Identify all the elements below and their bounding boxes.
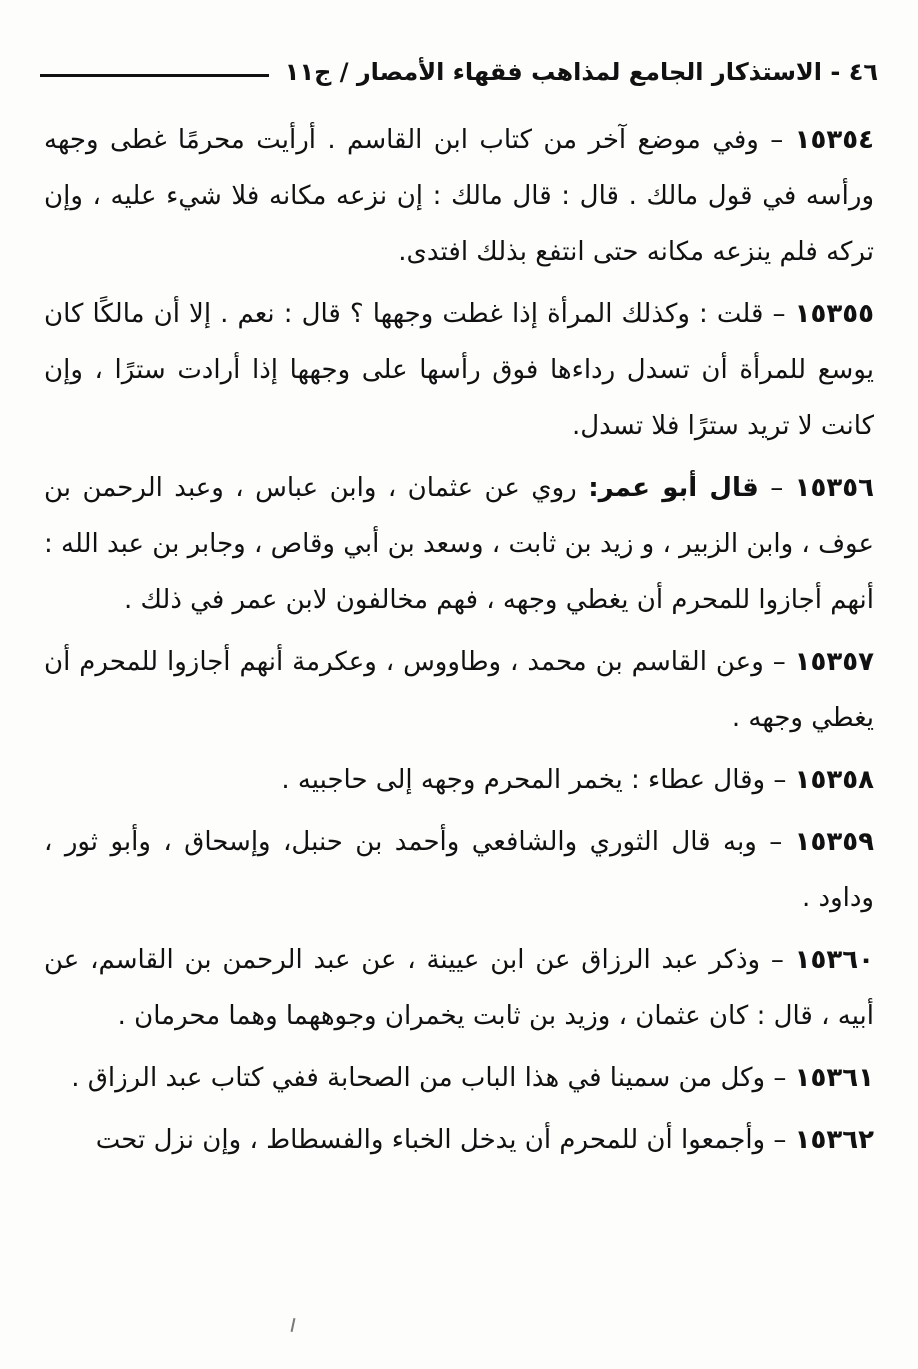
paragraph-number: ١٥٣٦٢: [794, 1125, 874, 1155]
dash: –: [765, 1125, 787, 1155]
page-header: [40, 52, 878, 92]
page-body: [44, 112, 874, 1174]
paragraph-15357: [44, 634, 874, 746]
paragraph-text: وفي موضع آخر من كتاب ابن القاسم . أرأيت محرمًا غطى وجهه ورأسه في قول مالك . قال : قال مالك : إن نزعه مكانه فلا شيء عليه ، وإن تركه فلم ينزعه مكانه حتى انتفع بذلك افتدى.: [44, 125, 874, 267]
dash: –: [765, 765, 787, 795]
paragraph-number: ١٥٣٥٥: [794, 299, 874, 329]
dash: –: [760, 945, 784, 975]
paragraph-number: ١٥٣٥٤: [794, 125, 875, 155]
paragraph-number: ١٥٣٥٨: [794, 765, 874, 795]
running-header: ٤٦ - الاستذكار الجامع لمذاهب فقهاء الأمصار / ج١١: [284, 58, 878, 86]
paragraph-number: ١٥٣٥٦: [794, 473, 875, 503]
paragraph-15362: [44, 1112, 874, 1168]
paragraph-text: روي عن عثمان ، وابن عباس ، وعبد الرحمن بن عوف ، وابن الزبير ، و زيد بن ثابت ، وسعد بن أبي وقاص ، وجابر بن عبد الله : أنهم أجازوا للمحرم أن يغطي وجهه ، فهم مخالفون لابن عمر في ذلك .: [44, 473, 874, 615]
paragraph-text: وأجمعوا أن للمحرم أن يدخل الخباء والفسطاط ، وإن نزل تحت: [95, 1125, 766, 1155]
print-speck: [291, 1318, 296, 1332]
dash: –: [765, 1063, 787, 1093]
paragraph-15355: [44, 286, 874, 454]
dash: –: [763, 647, 786, 677]
paragraph-text: وقال عطاء : يخمر المحرم وجهه إلى حاجبيه .: [281, 765, 766, 795]
paragraph-number: ١٥٣٦٠: [794, 945, 875, 975]
paragraph-15359: [44, 814, 874, 926]
paragraph-text: وذكر عبد الرزاق عن ابن عيينة ، عن عبد الرحمن بن القاسم، عن أبيه ، قال : كان عثمان ، وزيد بن ثابت يخمران وجوههما وهما محرمان .: [44, 945, 874, 1031]
paragraph-text: وكل من سمينا في هذا الباب من الصحابة ففي كتاب عبد الرزاق .: [71, 1063, 766, 1093]
paragraph-number: ١٥٣٥٩: [794, 827, 875, 857]
dash: –: [758, 473, 784, 503]
paragraph-lead: قال أبو عمر:: [588, 473, 759, 503]
paragraph-15358: [44, 752, 874, 808]
dash: –: [756, 827, 783, 857]
header-rule: [40, 74, 269, 77]
paragraph-15354: [44, 112, 874, 280]
paragraph-15360: [44, 932, 874, 1044]
dash: –: [758, 125, 784, 155]
paragraph-number: ١٥٣٦١: [794, 1063, 874, 1093]
paragraph-15361: [44, 1050, 874, 1106]
dash: –: [763, 299, 786, 329]
paragraph-number: ١٥٣٥٧: [794, 647, 875, 677]
paragraph-text: وبه قال الثوري والشافعي وأحمد بن حنبل، وإسحاق ، وأبو ثور ، وداود .: [44, 827, 874, 913]
paragraph-15356: [44, 460, 874, 628]
paragraph-text: قلت : وكذلك المرأة إذا غطت وجهها ؟ قال : نعم . إلا أن مالكًا كان يوسع للمرأة أن تسدل رداءها فوق رأسها على وجهها إذا أرادت سترًا ، وإن كانت لا تريد سترًا فلا تسدل.: [44, 299, 874, 441]
paragraph-text: وعن القاسم بن محمد ، وطاووس ، وعكرمة أنهم أجازوا للمحرم أن يغطي وجهه .: [44, 647, 874, 733]
